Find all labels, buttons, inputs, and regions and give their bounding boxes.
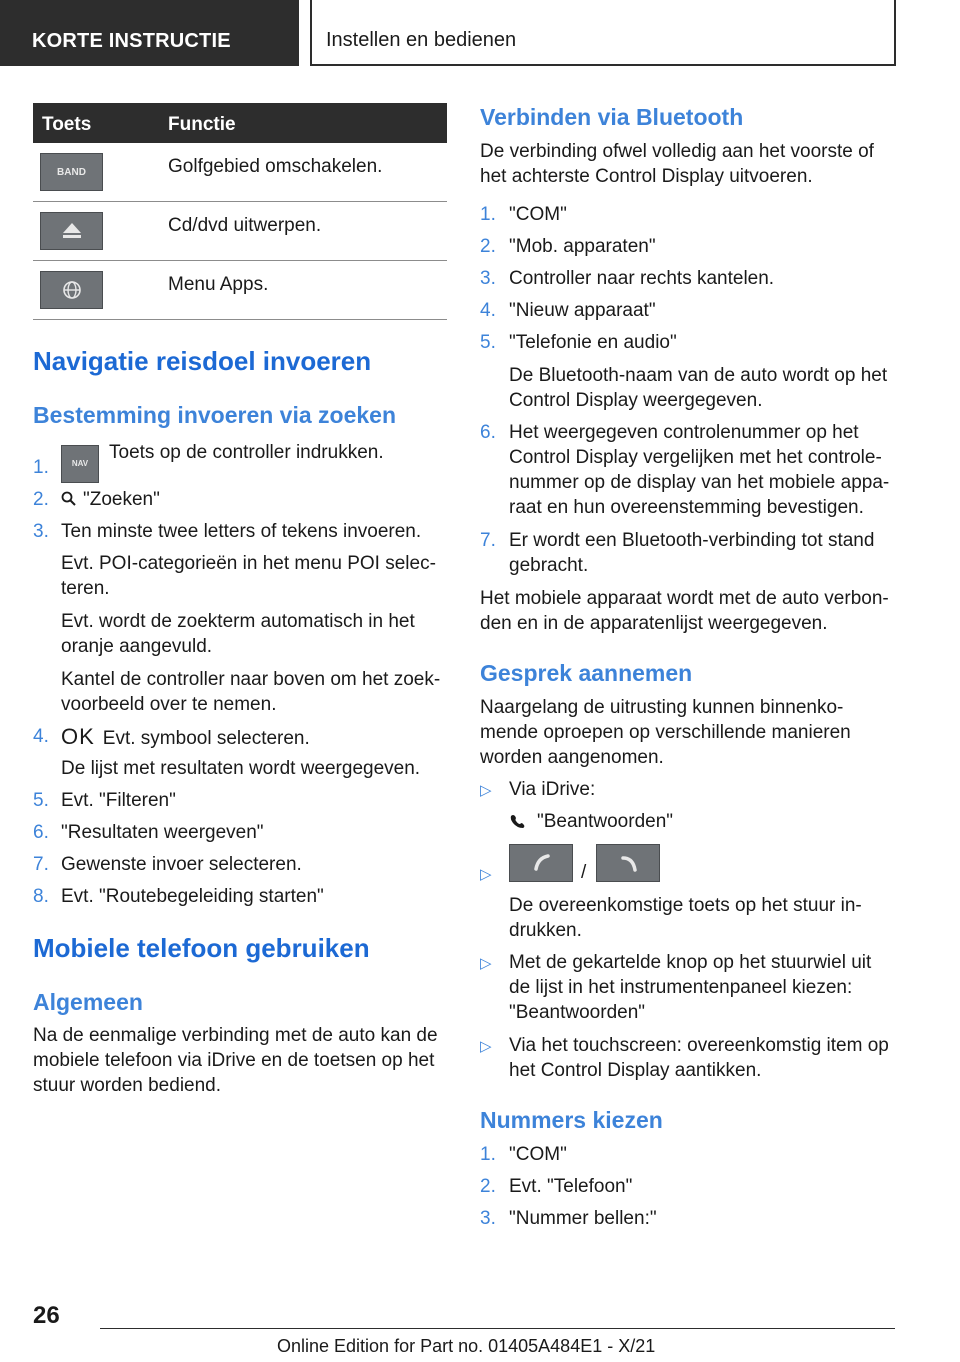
page-number: 26 — [33, 1302, 60, 1329]
step-number: 4. — [33, 726, 49, 747]
answer-bullet-3-line: Met de gekartelde knop op het stuurwiel uit — [509, 952, 872, 973]
key-function-table — [33, 103, 447, 320]
bt-step-7-cont: gebracht. — [509, 555, 589, 576]
bt-step-5: "Telefonie en audio" — [509, 332, 677, 353]
step-number: 1. — [33, 457, 49, 478]
dial-heading: Nummers kiezen — [480, 1107, 663, 1133]
table-row — [33, 202, 447, 261]
bt-step-1: "COM" — [509, 204, 567, 225]
bt-step-6-cont: Control Display vergelijken met het controle- — [509, 447, 882, 468]
step-number: 1. — [480, 1144, 496, 1165]
eject-icon — [40, 212, 103, 250]
table-row — [33, 261, 447, 320]
nav-step-3-note: oranje aangevuld. — [61, 636, 213, 657]
apps-globe-icon — [40, 271, 103, 309]
band-key-icon: BAND — [40, 153, 103, 191]
step-number: 3. — [33, 521, 49, 542]
table-header-function: Functie — [168, 114, 236, 135]
answer-heading: Gesprek aannemen — [480, 660, 693, 686]
nav-step-4-note: De lijst met resultaten wordt weergegeven. — [61, 758, 421, 779]
answer-bullet-4-line: Via het touchscreen: overeenkomstig item op — [509, 1035, 889, 1056]
nav-step-8: Evt. "Routebegeleiding starten" — [61, 886, 324, 907]
nav-step-3-note: Evt. POI-categorieën in het menu POI selec- — [61, 553, 436, 574]
nav-step-7: Gewenste invoer selecteren. — [61, 854, 302, 875]
nav-step-2-text: "Zoeken" — [83, 489, 160, 510]
answer-intro-line: mende oproepen op verschillende manieren — [480, 722, 851, 743]
table-header — [33, 103, 447, 143]
footer-divider — [100, 1328, 895, 1329]
nav-step-1 — [61, 440, 384, 483]
step-number: 7. — [33, 854, 49, 875]
bt-step-5-note: Control Display weergegeven. — [509, 390, 763, 411]
bluetooth-intro-line: De verbinding ofwel volledig aan het voorste of — [480, 141, 874, 162]
step-number: 8. — [33, 886, 49, 907]
search-icon — [61, 489, 83, 514]
nav-step-3-note: voorbeeld over te nemen. — [61, 694, 277, 715]
bt-step-5-note: De Bluetooth-naam van de auto wordt op het — [509, 365, 888, 386]
phone-intro-line: stuur worden bediend. — [33, 1075, 222, 1096]
key-separator: / — [581, 862, 587, 883]
nav-step-3-note: Kantel de controller naar boven om het zoek- — [61, 669, 441, 690]
footer-edition: Online Edition for Part no. 01405A484E1 - X/21 — [277, 1336, 656, 1356]
nav-subheading: Bestemming invoeren via zoeken — [33, 402, 397, 428]
step-number: 2. — [33, 489, 49, 510]
bt-step-4: "Nieuw apparaat" — [509, 300, 656, 321]
table-cell-function: Menu Apps. — [168, 274, 269, 295]
bluetooth-heading: Verbinden via Bluetooth — [480, 104, 744, 130]
phone-intro-line: mobiele telefoon via iDrive en de toetsen op het — [33, 1050, 435, 1071]
table-row — [33, 143, 447, 202]
nav-step-1-text: Toets op de controller indrukken. — [109, 442, 384, 463]
step-number: 4. — [480, 300, 496, 321]
bt-outro-line: Het mobiele apparaat wordt met de auto verbon- — [480, 588, 889, 609]
nav-step-3-note: Evt. wordt de zoekterm automatisch in het — [61, 611, 415, 632]
dial-step-1: "COM" — [509, 1144, 567, 1165]
bt-step-7: Er wordt een Bluetooth-verbinding tot stand — [509, 530, 875, 551]
phone-subheading: Algemeen — [33, 989, 143, 1015]
bt-outro-line: den en in de apparatenlijst weergegeven. — [480, 613, 828, 634]
step-number: 7. — [480, 530, 496, 551]
step-number: 3. — [480, 268, 496, 289]
answer-bullet-3-line: "Beantwoorden" — [509, 1002, 646, 1023]
nav-step-6: "Resultaten weergeven" — [61, 822, 264, 843]
bt-step-3: Controller naar rechts kantelen. — [509, 268, 775, 289]
nav-heading: Navigatie reisdoel invoeren — [33, 346, 372, 376]
answer-bullet-1: Via iDrive: — [509, 779, 596, 800]
phone-handset-icon — [509, 811, 537, 836]
nav-step-3: Ten minste twee letters of tekens invoeren. — [61, 521, 422, 542]
nav-step-2 — [61, 487, 160, 514]
bt-step-6-cont: nummer op de display van het mobiele appa- — [509, 472, 890, 493]
bullet-triangle-icon: ▷ — [480, 955, 492, 972]
bt-step-2: "Mob. apparaten" — [509, 236, 656, 257]
bullet-triangle-icon: ▷ — [480, 782, 492, 799]
step-number: 5. — [33, 790, 49, 811]
answer-bullet-2-note: drukken. — [509, 920, 582, 941]
nav-step-5: Evt. "Filteren" — [61, 790, 176, 811]
step-number: 6. — [480, 422, 496, 443]
bullet-triangle-icon: ▷ — [480, 1038, 492, 1055]
answer-bullet-2-note: De overeenkomstige toets op het stuur in- — [509, 895, 862, 916]
bullet-triangle-icon: ▷ — [480, 866, 492, 883]
table-cell-function: Golfgebied omschakelen. — [168, 156, 383, 177]
step-number: 6. — [33, 822, 49, 843]
answer-intro-line: worden aangenomen. — [480, 747, 664, 768]
phone-intro-line: Na de eenmalige verbinding met de auto kan de — [33, 1025, 438, 1046]
answer-beantwoorden-text: "Beantwoorden" — [537, 811, 674, 832]
bt-step-6-cont: raat en hun overeenstemming bevestigen. — [509, 497, 864, 518]
answer-intro-line: Naargelang de uitrusting kunnen binnenko- — [480, 697, 844, 718]
ok-symbol-icon: OK — [61, 724, 95, 749]
nav-key-icon: NAV — [61, 445, 99, 483]
answer-bullet-4-line: het Control Display aantikken. — [509, 1060, 762, 1081]
dial-step-3: "Nummer bellen:" — [509, 1208, 657, 1229]
answer-bullet-3-line: de lijst in het instrumentenpaneel kiezen: — [509, 977, 853, 998]
phone-heading: Mobiele telefoon gebruiken — [33, 933, 370, 963]
table-cell-function: Cd/dvd uitwerpen. — [168, 215, 322, 236]
step-number: 3. — [480, 1208, 496, 1229]
steering-phone-answer-key-icon — [509, 844, 573, 882]
chapter-tab: Instellen en bedienen — [310, 0, 896, 66]
step-number: 1. — [480, 204, 496, 225]
section-tab: KORTE INSTRUCTIE — [0, 0, 299, 66]
nav-step-4-text: Evt. symbool selecteren. — [102, 728, 310, 749]
dial-step-2: Evt. "Telefoon" — [509, 1176, 633, 1197]
step-number: 5. — [480, 332, 496, 353]
step-number: 2. — [480, 1176, 496, 1197]
steering-phone-key-icon — [596, 844, 660, 882]
nav-step-4 — [61, 724, 310, 751]
nav-step-3-note: teren. — [61, 578, 110, 599]
step-number: 2. — [480, 236, 496, 257]
answer-bullet-1-sub — [509, 809, 673, 836]
bluetooth-intro-line: het achterste Control Display uitvoeren. — [480, 166, 813, 187]
table-header-key: Toets — [42, 114, 92, 135]
bt-step-6: Het weergegeven controlenummer op het — [509, 422, 859, 443]
